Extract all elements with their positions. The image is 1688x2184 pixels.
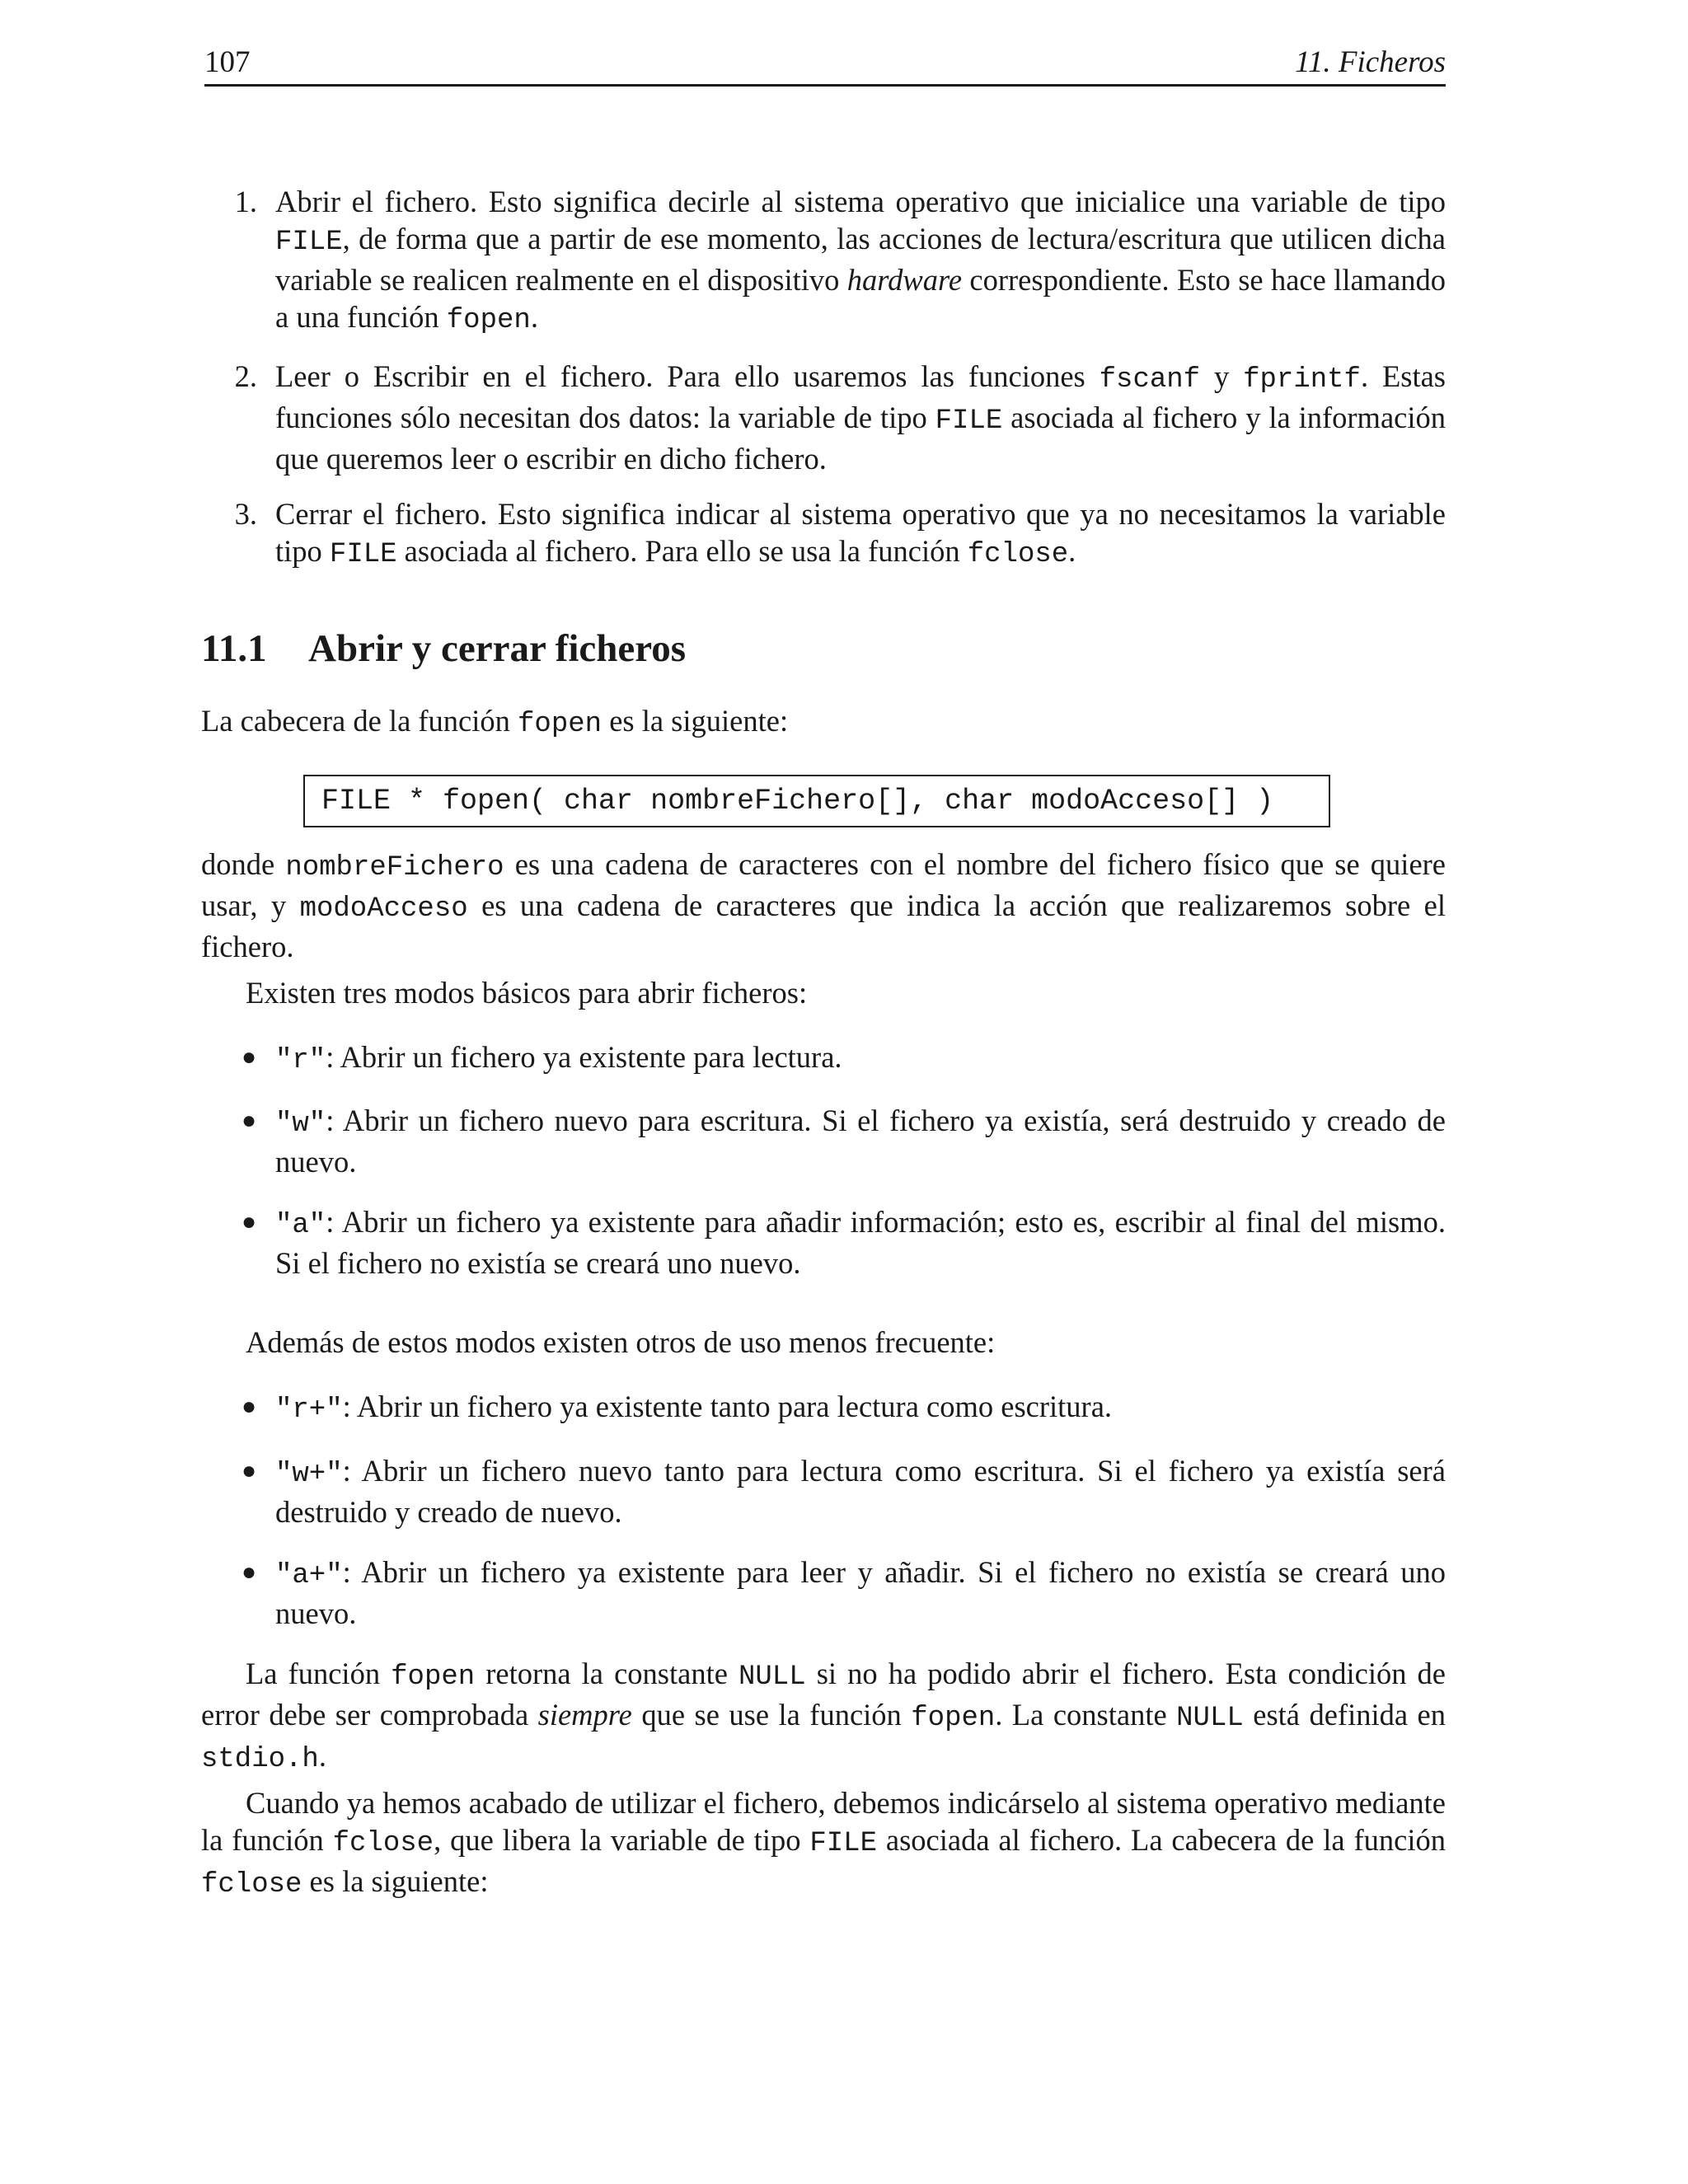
code-token: "w" (275, 1108, 326, 1140)
step-item (204, 358, 1446, 477)
code-token: fopen (446, 305, 531, 336)
code-token: modoAcceso (299, 893, 468, 925)
fclose-paragraph: Cuando ya hemos acabado de utilizar el fichero, debemos indicárselo al sistema operativo mediante la función fclose, que libera la variable de tipo FILE asociada al fichero. La cabecera de la función fclose es la siguiente: (201, 1786, 1447, 1900)
mode-text: "r": Abrir un fichero ya existente para lectura. (275, 1040, 842, 1076)
code-token: "r" (275, 1045, 326, 1076)
code-token: NULL (1176, 1703, 1244, 1734)
chapter-title: 11. Ficheros (1295, 45, 1446, 79)
code-token: "r+" (275, 1394, 343, 1426)
code-token: NULL (738, 1661, 806, 1693)
mode-text: "w": Abrir un fichero nuevo para escritura. Si el fichero ya existía, será destruido y creado de nuevo. (275, 1104, 1446, 1179)
bullet-icon: ● (241, 1393, 257, 1420)
mode-list-item (204, 1388, 1446, 1429)
null-paragraph: La función fopen retorna la constante NULL si no ha podido abrir el fichero. Esta condición de error debe ser comprobada siempre que se use la función fopen. La constante NULL está definida en stdio.h. (201, 1657, 1446, 1775)
code-token: fclose (967, 539, 1069, 570)
code-token: FILE (275, 227, 343, 258)
section-heading (201, 626, 686, 671)
mode-text: "w+": Abrir un fichero nuevo tanto para lectura como escritura. Si el fichero ya existía será destruido y creado de nuevo. (275, 1454, 1446, 1529)
intro-paragraph: La cabecera de la función fopen es la siguiente: (201, 704, 789, 740)
code-token: fprintf (1243, 364, 1361, 396)
code-token: "w+" (275, 1459, 343, 1490)
page-number: 107 (204, 45, 251, 79)
mode-text: "a": Abrir un fichero ya existente para añadir información; esto es, escribir al final del mismo. Si el fichero no existía se creará uno nuevo. (275, 1205, 1446, 1280)
mode-list-item (204, 1102, 1446, 1180)
step-marker: 3. (234, 497, 257, 531)
code-token: fopen (391, 1661, 476, 1693)
mode-list-item (204, 1203, 1446, 1282)
emphasis-text: siempre (537, 1698, 632, 1732)
mode-text: "r+": Abrir un fichero ya existente tanto para lectura como escritura. (275, 1390, 1113, 1426)
code-token: "a+" (275, 1560, 343, 1591)
step-text: Abrir el fichero. Esto significa decirle al sistema operativo que inicialice una variable de tipo FILE, de forma que a partir de ese momento, las acciones de lectura/escritura que utilicen dicha variable se realicen realmente en el dispositivo hardware correspondiente. Esto se hace llamando a una función fopen. (275, 185, 1446, 336)
code-token: FILE (329, 539, 397, 570)
section-number: 11.1 (201, 627, 267, 670)
step-text: Leer o Escribir en el fichero. Para ello usaremos las funciones fscanf y fprintf. Estas funciones sólo necesitan dos datos: la variable de tipo FILE asociada al fichero y la información que queremos leer o escribir en dicho fichero. (275, 359, 1447, 476)
bullet-icon: ● (241, 1043, 257, 1071)
basic-modes-intro: Existen tres modos básicos para abrir ficheros: (246, 976, 808, 1010)
mode-list-item (204, 1554, 1446, 1632)
mode-list-item (204, 1038, 1446, 1080)
mode-list-item (204, 1452, 1446, 1530)
bullet-icon: ● (241, 1107, 257, 1134)
code-token: fscanf (1099, 364, 1201, 396)
code-token: fclose (201, 1869, 302, 1900)
other-modes-intro: Además de estos modos existen otros de uso menos frecuente: (246, 1325, 996, 1359)
section-title-text: Abrir y cerrar ficheros (308, 627, 687, 670)
code-token: FILE (935, 405, 1003, 437)
step-text: Cerrar el fichero. Esto significa indicar al sistema operativo que ya no necesitamos la variable tipo FILE asociada al fichero. Para ello se usa la función fclose. (275, 497, 1446, 570)
code-token: "a" (275, 1210, 326, 1241)
code-token: fopen (518, 709, 603, 740)
bullet-icon: ● (241, 1208, 257, 1235)
code-token: nombreFichero (285, 852, 504, 883)
step-item (204, 183, 1446, 340)
code-signature-box: FILE * fopen( char nombreFichero[], char modoAcceso[] ) (303, 775, 1330, 827)
step-item (204, 495, 1446, 574)
step-marker: 1. (234, 185, 257, 218)
emphasis-text: hardware (846, 263, 963, 297)
running-header (204, 43, 1446, 87)
code-token: fclose (332, 1828, 434, 1859)
where-paragraph: donde nombreFichero es una cadena de caracteres con el nombre del fichero físico que se quiere usar, y modoAcceso es una cadena de caracteres que indica la acción que realizaremos sobre el fichero. (201, 847, 1447, 963)
mode-text: "a+": Abrir un fichero ya existente para leer y añadir. Si el fichero no existía se creará uno nuevo. (275, 1555, 1446, 1630)
step-marker: 2. (234, 359, 257, 393)
bullet-icon: ● (241, 1558, 257, 1586)
bullet-icon: ● (241, 1457, 257, 1484)
code-token: FILE (809, 1828, 877, 1859)
code-token: fopen (911, 1703, 996, 1734)
code-token: stdio.h (201, 1744, 319, 1775)
